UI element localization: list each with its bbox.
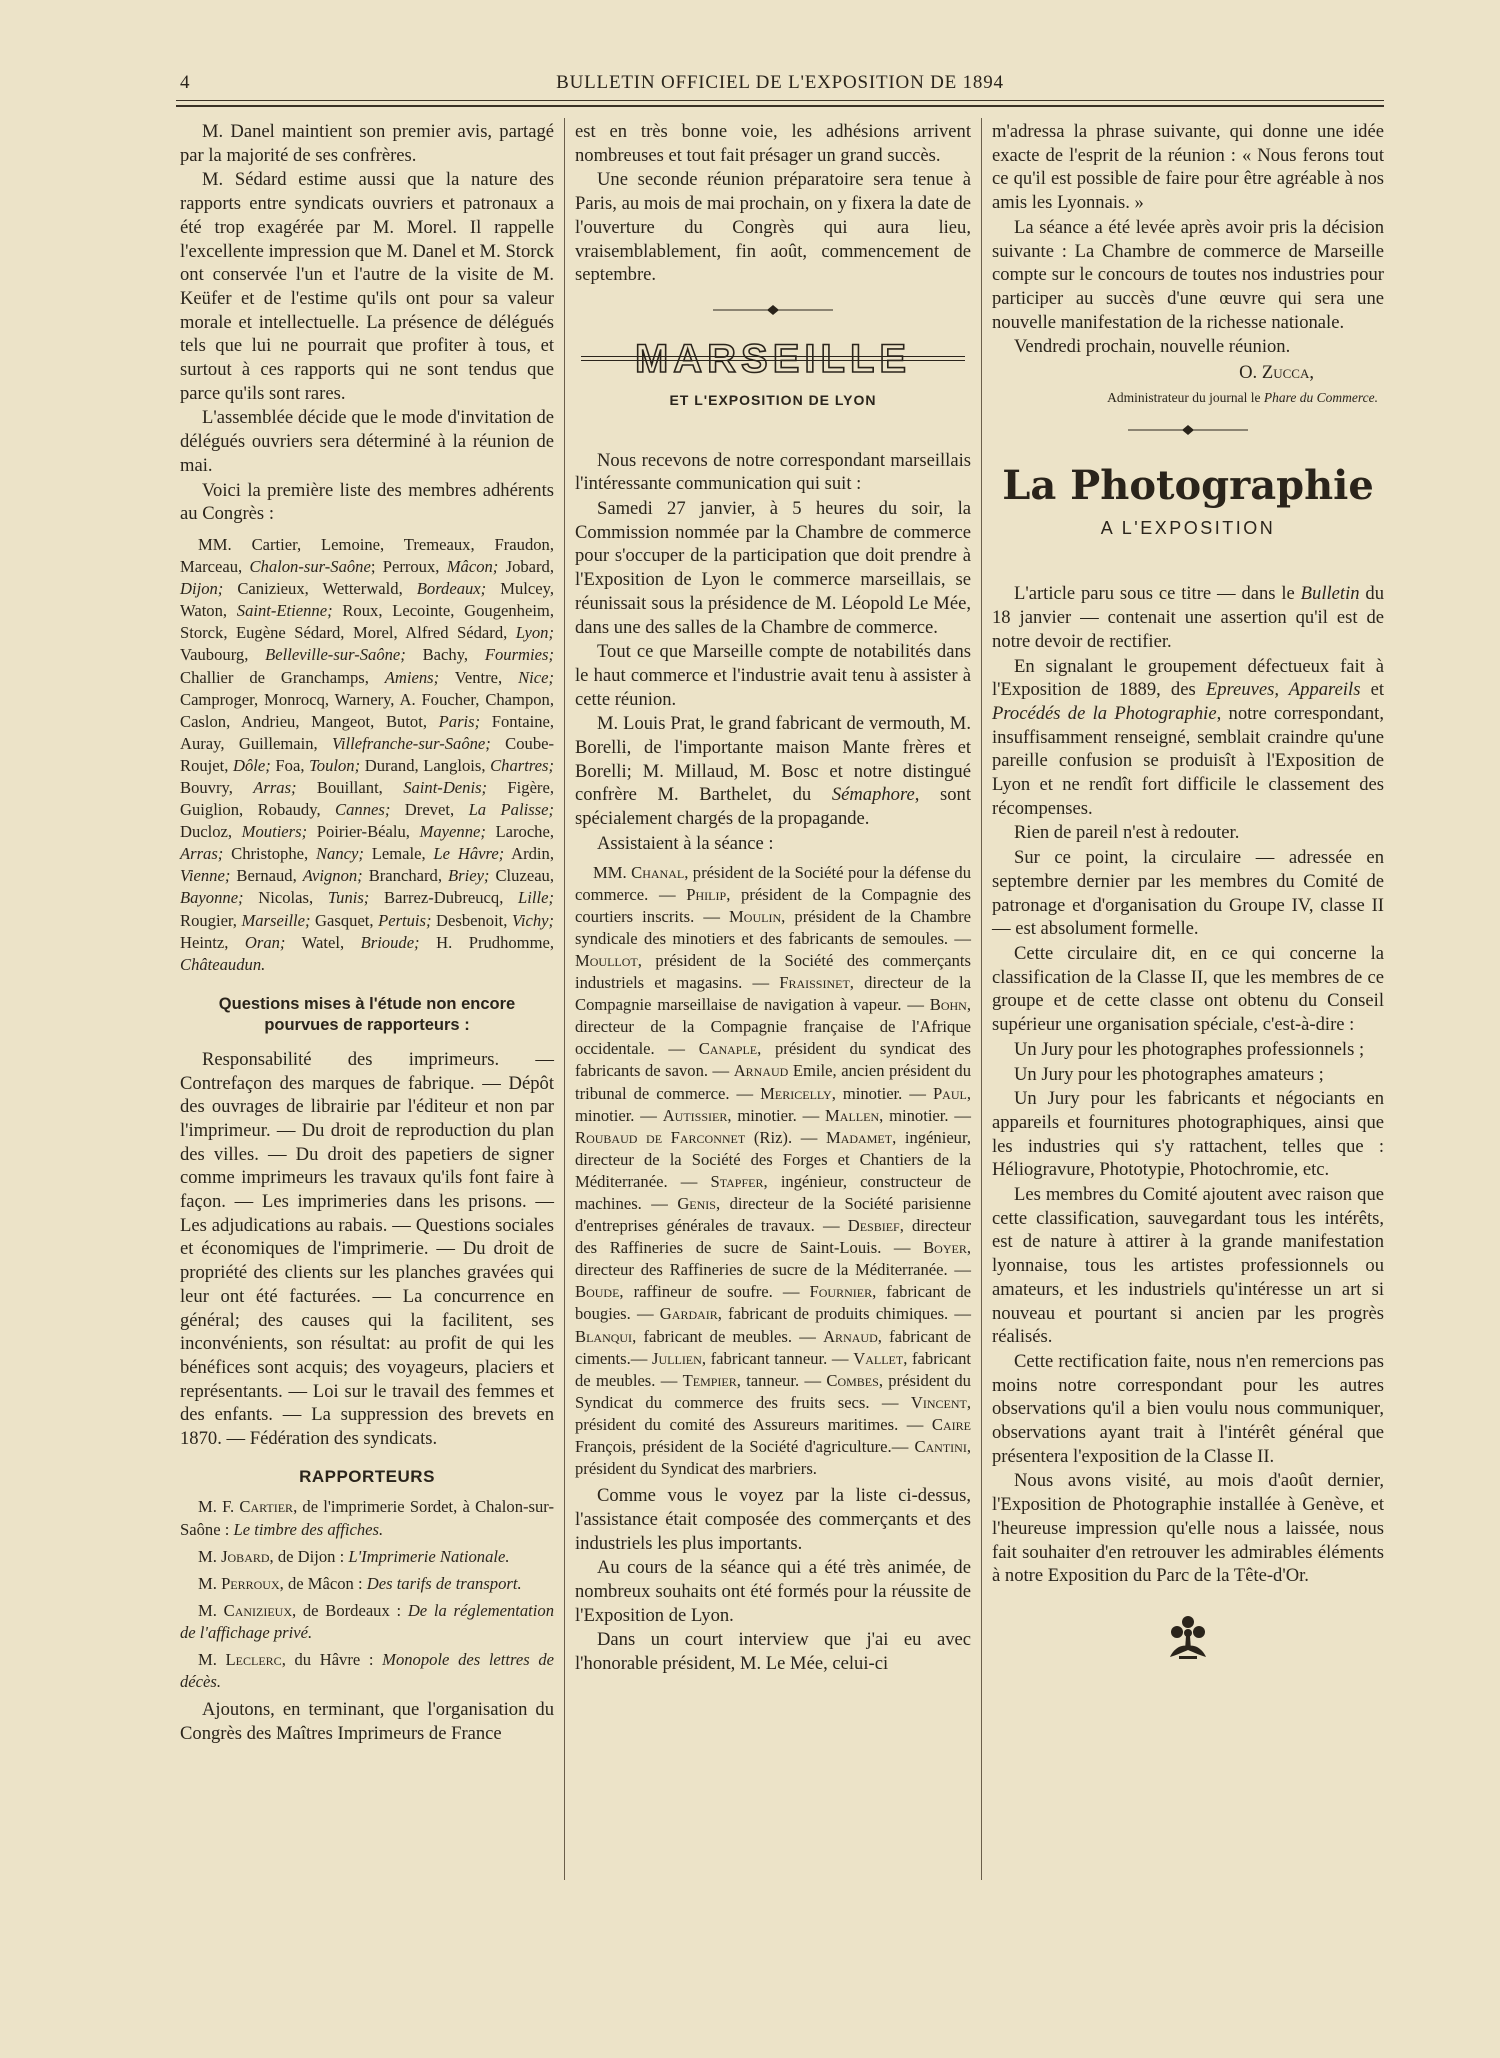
header-rule-thin [176, 100, 1384, 101]
italic-text: Paris; [438, 711, 481, 731]
paragraph: Nous recevons de notre correspondant marseillais l'intéressante communication qui suit : [575, 449, 971, 495]
italic-text: Tunis; [327, 888, 370, 908]
small-caps-name: Arnaud [823, 1326, 878, 1346]
column-two [575, 120, 971, 1677]
paragraph: Rien de pareil n'est à redouter. [1014, 822, 1240, 844]
italic-text: Arras; [180, 844, 224, 864]
italic-text: Brioude; [360, 932, 420, 952]
italic-text: Toulon; [309, 755, 361, 775]
italic-text: Lyon; [515, 623, 554, 643]
paragraph: Voici la première liste des membres adhérents au Congrès : [180, 479, 554, 525]
paragraph: La séance a été levée après avoir pris la décision suivante : La Chambre de commerce de Marseille compte sur le concours de toutes nos industries pour participer au succès d'une œuvre qui sera une nouvelle manifestation de la richesse nationale. [992, 216, 1384, 333]
small-caps-name: Moulin [729, 906, 782, 926]
paragraph: M. Louis Prat, le grand fabricant de vermouth, M. Borelli, de l'importante maison Mante frères et Borelli; M. Millaud, M. Bosc et notre distingué confrère M. Barthelet, du Sémaphore, sont spécialement chargés de la propagande. [575, 713, 972, 830]
small-caps-name: Combes [826, 1370, 879, 1390]
italic-text: Briey; [448, 866, 490, 886]
diamond-rule-icon [992, 415, 1384, 445]
paragraph: Un Jury pour les fabricants et négociants en appareils et fournitures photographiques, ainsi que les industries qui s'y rattachent, telles que : Héliogravure, Phototypie, Photochromie, etc. [992, 1088, 1384, 1181]
masthead-subtitle: ET L'EXPOSITION DE LYON [669, 391, 877, 408]
paragraph: Les membres du Comité ajoutent avec raison que cette classification, sauvegardant tous les intérêts, est de nature à attirer à la grande manifestation lyonnaise, tous les artistes professionnels ou amateurs, et les industriels qu'intéresse un art si nouveau et pourtant si ancien par les progrès réalisés. [992, 1184, 1384, 1348]
italic-text: Nice; [518, 667, 555, 687]
small-caps-name: Philip [686, 884, 727, 904]
small-caps-name: Cantini [914, 1437, 967, 1457]
italic-text: La Palisse; [468, 800, 554, 820]
italic-text: Chartres; [490, 755, 554, 775]
italic-text: Cannes; [335, 800, 391, 820]
small-caps-name: Caire [931, 1414, 971, 1434]
rapporteur-entry: M. Jobard, de Dijon : L'Imprimerie Nationale. [198, 1546, 510, 1566]
italic-text: L'Imprimerie Nationale. [348, 1546, 510, 1566]
italic-text: Bordeaux; [416, 579, 487, 599]
column-divider-left [564, 118, 565, 1880]
paragraph: En signalant le groupement défectueux fait à l'Exposition de 1889, des Epreuves, Appareils et Procédés de la Photographie, notre correspondant, insuffisamment renseigné, semblait craindre qu'une pareille confusion se produisît à l'Exposition de Lyon et ne rendît fort difficile le classement des récompenses. [992, 655, 1385, 819]
small-caps-name: Chanal [631, 862, 685, 882]
small-caps-name: Fournier [809, 1282, 873, 1302]
paragraph: Sur ce point, la circulaire — adressée en septembre dernier par les membres du Comité de patronage et d'organisation du Groupe IV, classe II — est absolument formelle. [992, 847, 1384, 940]
paragraph: est en très bonne voie, les adhésions arrivent nombreuses et tout fait présager un grand succès. [575, 121, 971, 166]
column-one [180, 120, 554, 1747]
small-caps-name: Vallet [853, 1348, 904, 1368]
small-caps-name: Moullot [575, 950, 638, 970]
italic-text: Bulletin [1300, 583, 1360, 605]
italic-text: Avignon; [302, 866, 363, 886]
italic-text: Vichy; [511, 910, 555, 930]
italic-text: De la réglementation de l'affichage privé. [180, 1600, 554, 1642]
small-caps-name: Desbief [847, 1216, 900, 1236]
italic-text: Dôle; [233, 755, 271, 775]
questions-paragraph: Responsabilité des imprimeurs. — Contrefaçon des marques de fabrique. — Dépôt des ouvrages de librairie par l'éditeur et non par l'imprimeur. — Du droit de reproduction du plan des villes. — Du droit des papetiers de signer comme imprimeurs les travaux qu'ils font faire à façon. — Les imprimeries dans les prisons. — Les adjudications au rabais. — Questions sociales et économiques de l'imprimerie. — Du droit de propriété des clients sur les planches gravées qui leur ont été facturées. — La concurrence en général; des causes qui la facilitent, ses inconvénients, son résultat: au profit de qui les bénéfices sont acquis; des voyageurs, placiers et représentants. — Loi sur le travail des femmes et des enfants. — La suppression des brevets en 1870. — Fédération des syndicats. [180, 1048, 554, 1450]
bulletin-title: BULLETIN OFFICIEL DE L'EXPOSITION DE 1894 [556, 72, 1004, 93]
paragraph: Une seconde réunion préparatoire sera tenue à Paris, au mois de mai prochain, on y fixera la date de l'ouverture du Congrès qui aura lieu, vraisemblablement, fin août, commencement de septembre. [575, 169, 971, 286]
page-number: 4 [180, 72, 190, 93]
questions-heading: Questions mises à l'étude non encore pourvues de rapporteurs : [218, 994, 516, 1034]
small-caps-name: Zucca [1261, 362, 1310, 384]
small-caps-name: Jullien [652, 1348, 702, 1368]
italic-text: Pertuis; [378, 910, 432, 930]
photographie-heading: La Photographie [1002, 461, 1374, 509]
small-caps-name: Genis [677, 1193, 716, 1213]
italic-text: Fourmies; [484, 645, 554, 665]
paragraph: M. Sédard estime aussi que la nature des rapports entre syndicats ouvriers et patronaux a été trop exagérée par M. Morel. Il rappelle l'excellente impression que M. Danel et M. Storck ont conservée l'un et l'autre de la visite de M. Keüfer et de l'estime qu'ils ont pour sa valeur morale et intellectuelle. La présence de délégués tels que lui ne pourrait que profiter à tous, et surtout à ces rapports qui ne sont tendus que parce qu'ils sont rares. [180, 169, 554, 404]
paragraph: L'article paru sous ce titre — dans le Bulletin du 18 janvier — contenait une assertion qu'il est de notre devoir de rectifier. [992, 583, 1384, 652]
paragraph: Ajoutons, en terminant, que l'organisation du Congrès des Maîtres Imprimeurs de France [180, 1699, 554, 1744]
small-caps-name: Boyer [923, 1238, 967, 1258]
italic-text: Phare du Commerce. [1263, 389, 1378, 405]
paragraph: Vendredi prochain, nouvelle réunion. [1014, 336, 1291, 358]
italic-text: Procédés de la Photographie [992, 702, 1217, 724]
small-caps-name: Autissier [662, 1105, 728, 1125]
italic-text: Belleville-sur-Saône; [265, 645, 406, 665]
italic-text: Sémaphore [831, 784, 915, 806]
italic-text: Monopole des lettres de décès. [180, 1650, 554, 1692]
italic-text: Le Hâvre; [433, 844, 505, 864]
column-three [992, 120, 1384, 1669]
italic-text: Oran; [244, 932, 286, 952]
column-divider-right [981, 118, 982, 1880]
photographie-subheading: A L'EXPOSITION [1100, 517, 1276, 538]
italic-text: Marseille; [241, 910, 311, 930]
small-caps-name: Fraissinet [779, 973, 850, 993]
rapporteur-entry: M. Leclerc, du Hâvre : Monopole des lettres de décès. [180, 1650, 554, 1692]
small-caps-name: Paul [932, 1083, 967, 1103]
paragraph: Au cours de la séance qui a été très animée, de nombreux souhaits ont été formés pour la réussite de l'Exposition de Lyon. [575, 1557, 971, 1626]
page-header [176, 72, 1384, 98]
fleuron-icon [992, 1612, 1384, 1669]
small-caps-name: Boude [575, 1282, 620, 1302]
small-caps-name: Bohn [929, 995, 967, 1015]
rapporteur-entry: M. Canizieux, de Bordeaux : De la réglementation de l'affichage privé. [180, 1600, 554, 1642]
diamond-rule-icon [575, 295, 971, 325]
small-caps-name: Leclerc [225, 1650, 282, 1670]
small-caps-name: Jobard [221, 1546, 270, 1566]
small-caps-name: Stapfer [710, 1171, 764, 1191]
italic-text: Mâcon; [446, 557, 499, 577]
small-caps-name: Blanqui [575, 1326, 633, 1346]
masthead-rules [581, 356, 965, 361]
small-caps-name: Vincent [910, 1392, 967, 1412]
italic-text: Saint-Denis; [403, 777, 488, 797]
paragraph: Nous avons visité, au mois d'août dernier, l'Exposition de Photographie installée à Genève, et l'heureuse impression qu'elle nous a laissée, nous fait souhaiter d'en retrouver les admirables éléments à notre Exposition du Parc de la Tête-d'Or. [992, 1470, 1384, 1587]
italic-text: Bayonne; [180, 888, 244, 908]
small-caps-name: Arnaud [733, 1061, 789, 1081]
italic-text: Des tarifs de transport. [366, 1573, 522, 1593]
small-caps-name: Perroux [221, 1573, 280, 1593]
italic-text: Amiens; [384, 667, 440, 687]
italic-text: Villefranche-sur-Saône; [332, 733, 491, 753]
italic-text: Epreuves, Appareils [1205, 679, 1361, 701]
attendees-list: MM. Chanal, président de la Société pour la défense du commerce. — Philip, président de la Compagnie des courtiers inscrits. — Moulin, président de la Chambre syndicale des minotiers et des fabricants de semoules. — Moullot, président de la Société des commerçants industriels et magasins. — Fraissinet, directeur de la Compagnie marseillaise de navigation à vapeur. — Bohn, directeur de la Compagnie française de l'Afrique occidentale. — Canaple, président du syndicat des fabricants de savon. — Arnaud Emile, ancien président du tribunal de commerce. — Mericelly, minotier. — Paul, minotier. — Autissier, minotier. — Mallen, minotier. — Roubaud de Farconnet (Riz). — Madamet, ingénieur, directeur de la Société des Forges et Chantiers de la Méditerranée. — Stapfer, ingénieur, constructeur de machines. — Genis, directeur de la Société parisienne d'entreprises générales de travaux. — Desbief, directeur des Raffineries de sucre de Saint-Louis. — Boyer, directeur des Raffineries de sucre de la Méditerranée. — Boude, raffineur de soufre. — Fournier, fabricant de bougies. — Gardair, fabricant de produits chimiques. — Blanqui, fabricant de meubles. — Arnaud, fabricant de ciments.— Jullien, fabricant tanneur. — Vallet, fabricant de meubles. — Tempier, tanneur. — Combes, président du Syndicat du commerce des fruits secs. — Vincent, président du comité des Assureurs maritimes. — Caire François, président de la Société d'agriculture.— Cantini, président du Syndicat des marbriers. [575, 862, 971, 1479]
italic-text: Saint-Etienne; [236, 601, 333, 621]
small-caps-name: Canaple [698, 1039, 758, 1059]
small-caps-name: Tempier [682, 1370, 737, 1390]
italic-text: Mayenne; [419, 822, 486, 842]
paragraph: M. Danel maintient son premier avis, partagé par la majorité de ses confrères. [180, 121, 554, 166]
paragraph: Un Jury pour les photographes professionnels ; [1014, 1038, 1365, 1060]
rapporteur-entry: M. Perroux, de Mâcon : Des tarifs de transport. [198, 1573, 522, 1593]
italic-text: Dijon; [180, 579, 224, 599]
paragraph: Samedi 27 janvier, à 5 heures du soir, la Commission nommée par la Chambre de commerce pour s'occuper de la participation que doit prendre à l'Exposition de Lyon le commerce marseillais, se réunissait sous la présidence de M. Léopold Le Mée, dans une des salles de la Chambre de commerce. [575, 498, 971, 638]
small-caps-name: Cartier [239, 1497, 294, 1517]
paragraph: Cette rectification faite, nous n'en remercions pas moins notre correspondant pour les autres observations qu'il a bien voulu nous communiquer, observations ayant trait à l'intérêt général que présentera l'exposition de la Classe II. [992, 1350, 1384, 1467]
masthead-text: MARSEILLE [634, 336, 912, 381]
italic-text: Arras; [253, 777, 297, 797]
signature: O. Zucca, [1239, 362, 1314, 384]
italic-text: Vienne; [180, 866, 231, 886]
small-caps-name: Canizieux [223, 1600, 293, 1620]
small-caps-name: Gardair [659, 1304, 718, 1324]
paragraph: Dans un court interview que j'ai eu avec l'honorable président, M. Le Mée, celui-ci [575, 1629, 971, 1675]
paragraph: Cette circulaire dit, en ce qui concerne la classification de la Classe II, que les membres de ce groupe et de cette classe ont obtenu du Conseil supérieur une organisation spéciale, c'est-à-dire : [992, 942, 1384, 1036]
paragraph: m'adressa la phrase suivante, qui donne une idée exacte de l'esprit de la réunion : « Nous ferons tout ce qu'il est possible de faire pour être agréable à nos amis les Lyonnais. » [992, 121, 1384, 214]
marseille-masthead [575, 335, 971, 383]
small-caps-name: Madamet [825, 1127, 893, 1147]
italic-text: Moutiers; [241, 822, 308, 842]
paragraph: Comme vous le voyez par la liste ci-dessus, l'assistance était composée des commerçants et des industriels les plus importants. [575, 1485, 971, 1554]
rapporteurs-heading: RAPPORTEURS [299, 1466, 435, 1486]
members-list: MM. Cartier, Lemoine, Tremeaux, Fraudon, Marceau, Chalon-sur-Saône; Perroux, Mâcon; Jobard, Dijon; Canizieux, Wetterwald, Bordeaux; Mulcey, Waton, Saint-Etienne; Roux, Lecointe, Gougenheim, Storck, Eugène Sédard, Morel, Alfred Sédard, Lyon; Vaubourg, Belleville-sur-Saône; Bachy, Fourmies; Challier de Granchamps, Amiens; Ventre, Nice; Camproger, Monrocq, Warnery, A. Foucher, Champon, Caslon, Andrieu, Mangeot, Butot, Paris; Fontaine, Auray, Guillemain, Villefranche-sur-Saône; Coube-Roujet, Dôle; Foa, Toulon; Durand, Langlois, Chartres; Bouvry, Arras; Bouillant, Saint-Denis; Figère, Guiglion, Robaudy, Cannes; Drevet, La Palisse; Ducloz, Moutiers; Poirier-Béalu, Mayenne; Laroche, Arras; Christophe, Nancy; Lemale, Le Hâvre; Ardin, Vienne; Bernaud, Avignon; Branchard, Briey; Cluzeau, Bayonne; Nicolas, Tunis; Barrez-Dubreucq, Lille; Rougier, Marseille; Gasquet, Pertuis; Desbenoit, Vichy; Heintz, Oran; Watel, Brioude; H. Prudhomme, Châteaudun. [180, 534, 555, 974]
small-caps-name: Mallen [825, 1105, 880, 1125]
rapporteur-entry: M. F. Cartier, de l'imprimerie Sordet, à Chalon-sur-Saône : Le timbre des affiches. [180, 1497, 555, 1539]
paragraph: Tout ce que Marseille compte de notabilités dans le haut commerce et l'industrie avait tenu à assister à cette réunion. [575, 641, 971, 710]
header-rule-thick [176, 105, 1384, 107]
signature-title: Administrateur du journal le Phare du Commerce. [1107, 389, 1378, 405]
italic-text: Lille; [518, 888, 554, 908]
paragraph: Assistaient à la séance : [597, 832, 774, 854]
small-caps-name: Mericelly [760, 1083, 832, 1103]
italic-text: Châteaudun. [180, 954, 266, 974]
italic-text: Chalon-sur-Saône [249, 557, 371, 577]
paragraph: L'assemblée décide que le mode d'invitation de délégués ouvriers sera déterminé à la réunion de mai. [180, 407, 554, 476]
paragraph: Un Jury pour les photographes amateurs ; [1014, 1063, 1324, 1085]
italic-text: Nancy; [315, 844, 364, 864]
italic-text: Le timbre des affiches. [233, 1519, 384, 1539]
small-caps-name: Roubaud de Farconnet [575, 1127, 746, 1147]
